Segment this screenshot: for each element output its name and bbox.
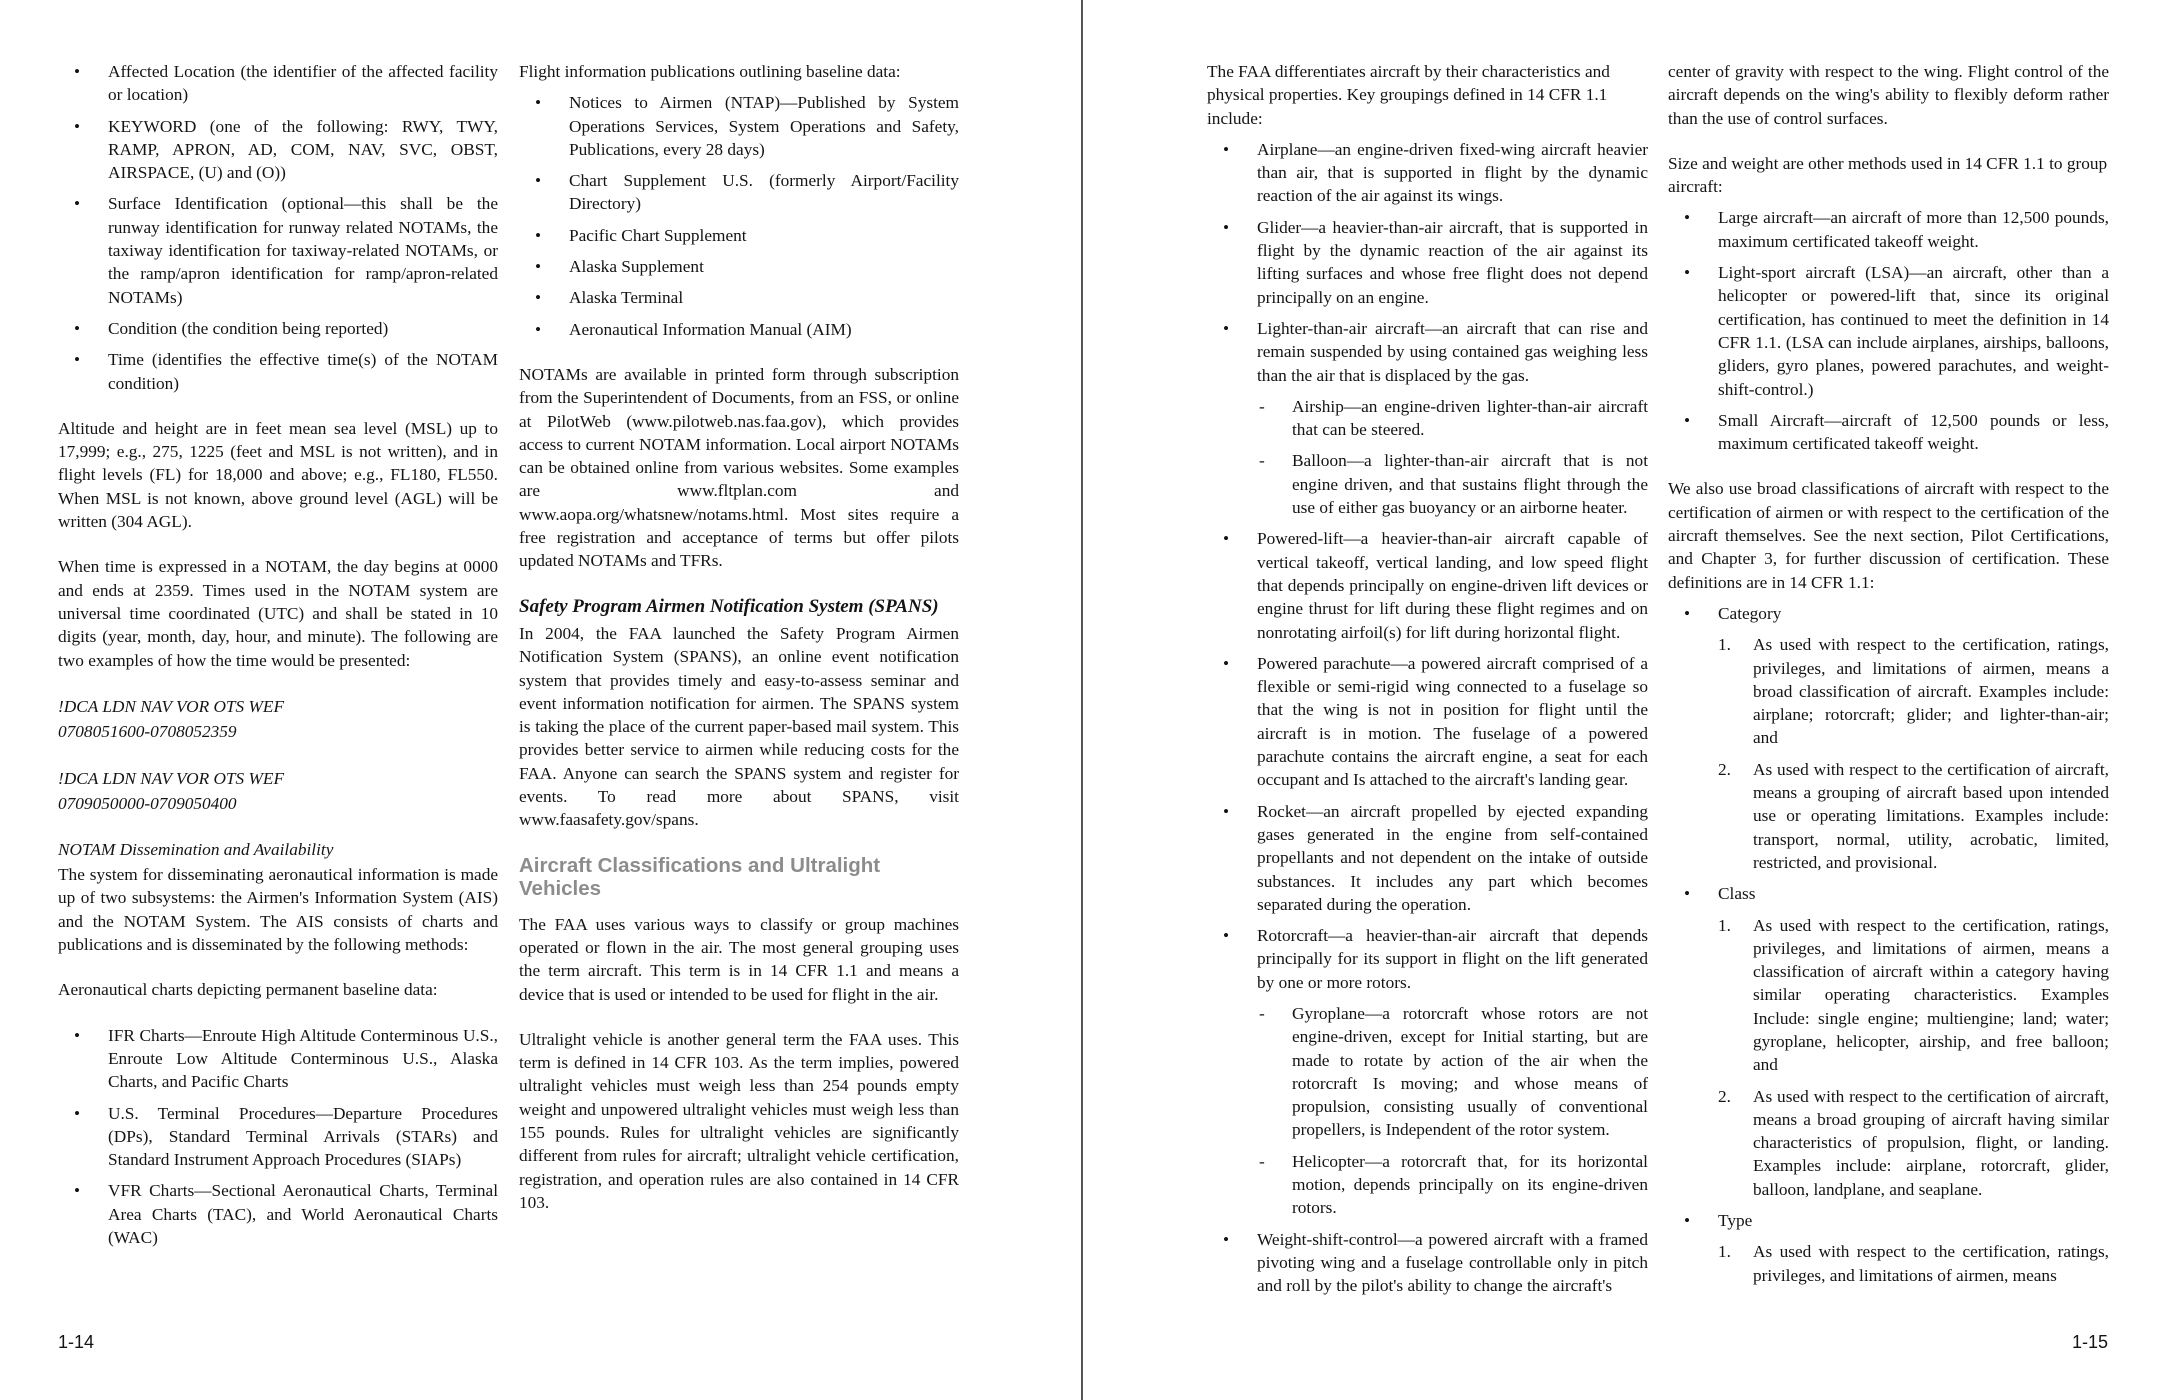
list-item-label: Category xyxy=(1718,603,1782,623)
item-text: As used with respect to the certification of aircraft, means a grouping of aircraft based upon intended use or operating limitations. Examples include: transport, normal, utility, acrobatic, limited, restricted, and provisional. xyxy=(1753,759,2109,872)
dissemination-heading: NOTAM Dissemination and Availability xyxy=(58,839,334,859)
list-item: • U.S. Terminal Procedures—Departure Procedures (DPs), Standard Terminal Arrivals (STARs) and Standard Instrument Approach Procedures (SIAPs) xyxy=(58,1102,498,1172)
list-item: • Powered parachute—a powered aircraft comprised of a flexible or semi-rigid wing connected to a fuselage so that the wing is not in position for flight until the aircraft is in motion. The fuselage of a powered parachute contains the aircraft engine, a seat for each occupant and Is attached to the aircraft's landing gear. xyxy=(1207,652,1648,792)
right-page xyxy=(1085,0,2163,1400)
sub-list-item: - Helicopter—a rotorcraft that, for its horizontal motion, depends principally on its engine-driven rotors. xyxy=(1257,1150,1648,1220)
list-item: • Light-sport aircraft (LSA)—an aircraft, other than a helicopter or powered-lift that, since its original certification, has continued to meet the definition in 14 CFR 1.1. (LSA can include airplanes, airships, balloons, gliders, gyro planes, powered parachutes, and weight-shift-control.) xyxy=(1668,261,2109,401)
left-page-column-1 xyxy=(58,60,498,1271)
dissemination-paragraph: The system for disseminating aeronautical information is made up of two subsystems: the Airmen's Information System (AIS) and the NOTAM System. The AIS consists of charts and publications and is disseminated by the following methods: xyxy=(58,865,498,955)
notam-fields-list xyxy=(58,60,498,395)
item-number: 2. xyxy=(1718,1086,1731,1106)
numbered-list xyxy=(1718,1240,2109,1287)
right-page-column-2 xyxy=(1668,60,2109,1309)
list-item-label: Class xyxy=(1718,884,1756,904)
charts-list xyxy=(58,1024,498,1250)
list-item-lighter-than-air xyxy=(1207,317,1648,519)
example-line: 0708051600-0708052359 xyxy=(58,721,237,741)
list-item: • VFR Charts—Sectional Aeronautical Charts, Terminal Area Charts (TAC), and World Aeronautical Charts (WAC) xyxy=(58,1179,498,1249)
item-number: 1. xyxy=(1718,635,1731,655)
right-page-column-1 xyxy=(1207,60,1648,1320)
item-text: As used with respect to the certification, ratings, privileges, and limitations of airmen, means xyxy=(1753,1242,2109,1285)
time-paragraph: When time is expressed in a NOTAM, the day begins at 0000 and ends at 2359. Times used in the NOTAM system are universal time coordinated (UTC) and shall be stated in 10 digits (year, month, day, hour, and minute). The following are two examples of how the time would be presented: xyxy=(58,557,498,670)
list-item: • Alaska Supplement xyxy=(519,255,959,278)
sub-list-item: - Balloon—a lighter-than-air aircraft that is not engine driven, and that sustains flight through the use of either gas buoyancy or an airborne heater. xyxy=(1257,449,1648,519)
sub-list-item: - Airship—an engine-driven lighter-than-air aircraft that can be steered. xyxy=(1257,395,1648,442)
sub-list xyxy=(1257,395,1648,519)
list-item: • Large aircraft—an aircraft of more than 12,500 pounds, maximum certificated takeoff weight. xyxy=(1668,206,2109,253)
list-item-class xyxy=(1668,882,2109,1201)
list-item: • Affected Location (the identifier of the affected facility or location) xyxy=(58,60,498,107)
list-item: • KEYWORD (one of the following: RWY, TWY, RAMP, APRON, AD, COM, NAV, SVC, OBST, AIRSPACE, (U) and (O)) xyxy=(58,115,498,185)
list-item-label: Type xyxy=(1718,1211,1753,1231)
charts-intro: Aeronautical charts depicting permanent baseline data: xyxy=(58,980,438,1000)
numbered-list xyxy=(1718,633,2109,874)
example-line: !DCA LDN NAV VOR OTS WEF xyxy=(58,696,285,716)
list-item: • Chart Supplement U.S. (formerly Airport/Facility Directory) xyxy=(519,169,959,216)
sub-list xyxy=(1257,1002,1648,1220)
notam-example-1 xyxy=(58,694,498,744)
list-item: • Notices to Airmen (NTAP)—Published by System Operations Services, System Operations and Safety, Publications, every 28 days) xyxy=(519,91,959,161)
size-intro: Size and weight are other methods used in 14 CFR 1.1 to group aircraft: xyxy=(1668,153,2108,197)
list-item: • IFR Charts—Enroute High Altitude Conterminous U.S., Enroute Low Altitude Conterminous U.S., Alaska Charts, and Pacific Charts xyxy=(58,1024,498,1094)
classification-paragraph: The FAA uses various ways to classify or group machines operated or flown in the air. The most general grouping uses the term aircraft. This term is in 14 CFR 1.1 and means a device that is used or intended to be used for flight in the air. xyxy=(519,914,959,1004)
notam-example-2 xyxy=(58,766,498,816)
numbered-item xyxy=(1718,633,2109,749)
broad-classification-paragraph: We also use broad classifications of aircraft with respect to the certification of airmen or with respect to the certification of the aircraft themselves. See the next section, Pilot Certifications, and Chapter 3, for further discussion of certification. These definitions are in 14 CFR 1.1: xyxy=(1668,479,2109,592)
numbered-item xyxy=(1718,1240,2109,1287)
classification-list xyxy=(1668,602,2109,1287)
list-item: • Small Aircraft—aircraft of 12,500 pounds or less, maximum certificated takeoff weight. xyxy=(1668,409,2109,456)
page-number: 1-14 xyxy=(58,1332,95,1352)
list-item-category xyxy=(1668,602,2109,874)
list-item: • Pacific Chart Supplement xyxy=(519,224,959,247)
numbered-list xyxy=(1718,914,2109,1202)
aircraft-intro: The FAA differentiates aircraft by their characteristics and physical properties. Key groupings defined in 14 CFR 1.1 include: xyxy=(1207,62,1610,128)
numbered-item xyxy=(1718,1085,2109,1201)
page-number: 1-15 xyxy=(2072,1332,2109,1352)
item-text: As used with respect to the certification, ratings, privileges, and limitations of airmen, means a classification of aircraft within a category having similar operating characteristics. Examples Include: single engine; multiengine; land; water; gyroplane, helicopter, airship, and free balloon; and xyxy=(1753,915,2109,1075)
list-item: • Powered-lift—a heavier-than-air aircraft capable of vertical takeoff, vertical landing, and low speed flight that depends principally on engine-driven lift devices or engine thrust for lift during these flight regimes and on nonrotating airfoil(s) for lift during horizontal flight. xyxy=(1207,527,1648,643)
spans-heading: Safety Program Airmen Notification System (SPANS) xyxy=(519,595,939,617)
list-item-rotorcraft xyxy=(1207,924,1648,1220)
aircraft-types-list xyxy=(1207,138,1648,1298)
list-item-type xyxy=(1668,1209,2109,1287)
section-heading: Aircraft Classifications and Ultralight Vehicles xyxy=(519,853,881,900)
spans-paragraph: In 2004, the FAA launched the Safety Program Airmen Notification System (SPANS), an online event notification system that provides timely and easy-to-assess seminar and event information notification for airmen. The SPANS system is taking the place of the current paper-based mail system. This provides better service to airmen while reducing costs for the FAA. Anyone can search the SPANS system and register for events. To read more about SPANS, visit www.faasafety.gov/spans. xyxy=(519,623,959,830)
list-item: • Surface Identification (optional—this shall be the runway identification for runway related NOTAMs, the taxiway identification for taxiway-related NOTAMs, or the ramp/apron identification for ramp/apron-related NOTAMs) xyxy=(58,192,498,308)
list-item: • Airplane—an engine-driven fixed-wing aircraft heavier than air, that is supported in flight by the dynamic reaction of the air against its wings. xyxy=(1207,138,1648,208)
list-item: • Condition (the condition being reported) xyxy=(58,317,498,340)
list-item: • Weight-shift-control—a powered aircraft with a framed pivoting wing and a fuselage controllable only in pitch and roll by the pilot's ability to change the aircraft's xyxy=(1207,1228,1648,1298)
size-list xyxy=(1668,206,2109,455)
left-page-column-2 xyxy=(519,60,959,1236)
publications-intro: Flight information publications outlining baseline data: xyxy=(519,62,901,81)
continuation-paragraph: center of gravity with respect to the wing. Flight control of the aircraft depends on the wing's ability to flexibly deform rather than the use of control surfaces. xyxy=(1668,62,2109,128)
item-number: 1. xyxy=(1718,915,1731,935)
item-text: As used with respect to the certification, ratings, privileges, and limitations of airmen, means a broad classification of aircraft. Examples include: airplane; rotorcraft; glider; and lighter-than-air; and xyxy=(1753,635,2109,748)
sub-list-item: - Gyroplane—a rotorcraft whose rotors are not engine-driven, except for Initial starting, but are made to rotate by action of the air when the rotorcraft Is moving; and whose means of propulsion, consisting usually of conventional propellers, is Independent of the rotor system. xyxy=(1257,1002,1648,1142)
example-line: !DCA LDN NAV VOR OTS WEF xyxy=(58,768,285,788)
publications-list xyxy=(519,91,959,341)
numbered-item xyxy=(1718,914,2109,1077)
list-item: • Time (identifies the effective time(s) of the NOTAM condition) xyxy=(58,348,498,395)
ultralight-paragraph: Ultralight vehicle is another general term the FAA uses. This term is defined in 14 CFR 103. As the term implies, powered ultralight vehicles must weigh less than 254 pounds empty weight and unpowered ultralight vehicles must weigh less than 155 pounds. Rules for ultralight vehicles are significantly different from rules for aircraft; ultralight vehicle certification, registration, and operation rules are also contained in 14 CFR 103. xyxy=(519,1029,959,1212)
item-number: 1. xyxy=(1718,1242,1731,1262)
item-text: As used with respect to the certification of aircraft, means a broad grouping of aircraft having similar characteristics of propulsion, flight, or landing. Examples include: airplane, rotorcraft, glider, balloon, landplane, and seaplane. xyxy=(1753,1086,2109,1199)
list-item: • Aeronautical Information Manual (AIM) xyxy=(519,318,959,341)
list-item-text: Rotorcraft—a heavier-than-air aircraft that depends principally for its support in flight on the lift generated by one or more rotors. xyxy=(1257,926,1648,992)
page-divider xyxy=(1081,0,1083,1400)
list-item: • Alaska Terminal xyxy=(519,286,959,309)
example-line: 0709050000-0709050400 xyxy=(58,793,237,813)
notams-availability-paragraph: NOTAMs are available in printed form through subscription from the Superintendent of Documents, from an FSS, or online at PilotWeb (www.pilotweb.nas.faa.gov), which provides access to current NOTAM information. Local airport NOTAMs can be obtained online from various websites. Some examples are www.fltplan.com and www.aopa.org/whatsnew/notams.html. Most sites require a free registration and acceptance of terms but offer pilots updated NOTAMs and TFRs. xyxy=(519,364,959,571)
list-item: • Rocket—an aircraft propelled by ejected expanding gases generated in the engine from self-contained propellants and not dependent on the intake of outside substances. It includes any part which becomes separated during the operation. xyxy=(1207,800,1648,916)
numbered-item xyxy=(1718,758,2109,874)
altitude-paragraph: Altitude and height are in feet mean sea level (MSL) up to 17,999; e.g., 275, 1225 (feet and MSL is not written), and in flight levels (FL) for 18,000 and above; e.g., FL180, FL550. When MSL is not known, above ground level (AGL) will be written (304 AGL). xyxy=(58,418,498,532)
list-item: • Glider—a heavier-than-air aircraft, that is supported in flight by the dynamic reaction of the air against its lifting surfaces and whose free flight does not depend principally on an engine. xyxy=(1207,216,1648,309)
list-item-text: Lighter-than-air aircraft—an aircraft that can rise and remain suspended by using contained gas weighing less than the air that is displaced by the gas. xyxy=(1257,318,1648,385)
item-number: 2. xyxy=(1718,759,1731,779)
